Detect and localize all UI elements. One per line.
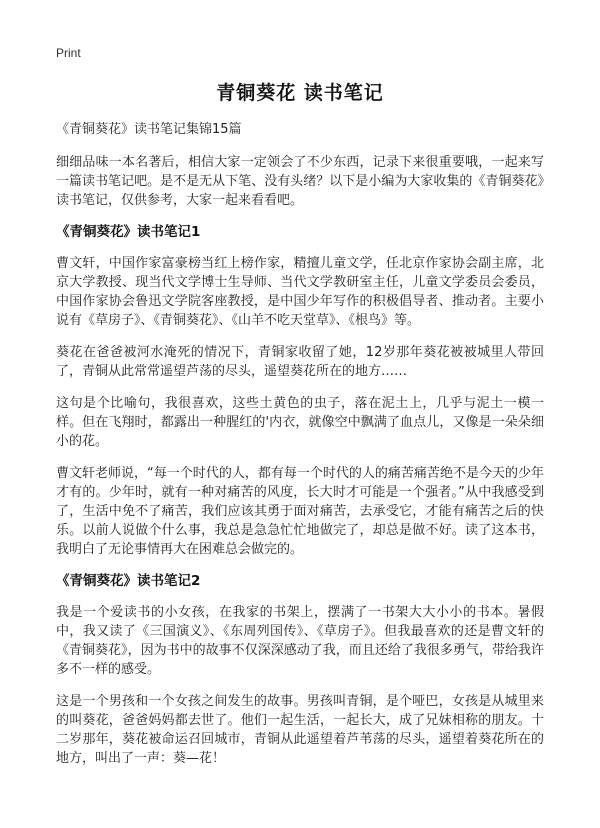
section-2-paragraph-2: 这是一个男孩和一个女孩之间发生的故事。男孩叫青铜，是个哑巴，女孩是从城里来的叫葵花，爸爸妈妈都去世了。他们一起生活，一起长大，成了兄妹相称的朋友。十二岁那年，葵花被命运召回城市，青铜从此遥望着芦苇荡的尽头，遥望着葵花所在的地方，叫出了一声：葵—花！ <box>56 694 544 766</box>
intro-paragraph: 细细品味一本名著后，相信大家一定领会了不少东西，记录下来很重要哦，一起来写一篇读书笔记吧。是不是无从下笔、没有头绪？以下是小编为大家收集的《青铜葵花》读书笔记，仅供参考，大家一起来看看吧。 <box>56 155 544 208</box>
article-body <box>56 121 544 781</box>
page-title: 青铜葵花 读书笔记 <box>216 82 384 104</box>
section-1-paragraph-4: 曹文轩老师说，“每一个时代的人，都有每一个时代的人的痛苦痛苦绝不是今天的少年才有的。少年时，就有一种对痛苦的风度，长大时才可能是一个强者。”从中我感受到了，生活中免不了痛苦，我们应该其勇于面对痛苦，去承受它，才能有痛苦之后的快乐。以前人说做个什么事，我总是急急忙忙地做完了，却总是做不好。读了这本书，我明白了无论事情再大在困难总会做完的。 <box>56 466 544 557</box>
print-link[interactable]: Print <box>56 46 81 60</box>
section-1-paragraph-1: 曹文轩，中国作家富豪榜当红上榜作家，精擅儿童文学，任北京作家协会副主席，北京大学教授、现当代文学博士生导师、当代文学教研室主任，儿童文学委员会委员，中国作家协会鲁迅文学院客座教授，是中国少年写作的积极倡导者、推动者。主要小说有《草房子》、《青铜葵花》、《山羊不吃天堂草》、《根鸟》等。 <box>56 256 544 328</box>
section-2-paragraph-1: 我是一个爱读书的小女孩，在我家的书架上，摆满了一书架大大小小的书本。暑假中，我又读了《三国演义》、《东周列国传》、《草房子》。但我最喜欢的还是曹文轩的《青铜葵花》，因为书中的故事不仅深深感动了我，而且还给了我很多勇气，带给我许多不一样的感受。 <box>56 605 544 677</box>
section-heading-2: 《青铜葵花》读书笔记2 <box>56 573 201 589</box>
section-1-paragraph-3: 这句是个比喻句，我很喜欢，这些土黄色的虫子，落在泥土上，几乎与泥土一模一样。但在飞翔时，都露出一种腥红的'内衣，就像空中飘满了血点儿，又像是一朵朵细小的花。 <box>56 396 544 449</box>
article-subtitle: 《青铜葵花》读书笔记集锦15篇 <box>56 122 242 137</box>
section-heading-1: 《青铜葵花》读书笔记1 <box>56 224 201 240</box>
section-1-paragraph-2: 葵花在爸爸被河水淹死的情况下，青铜家收留了她，12岁那年葵花被被城里人带回了，青铜从此常常遥望芦荡的尽头，遥望葵花所在的地方…… <box>56 345 544 379</box>
